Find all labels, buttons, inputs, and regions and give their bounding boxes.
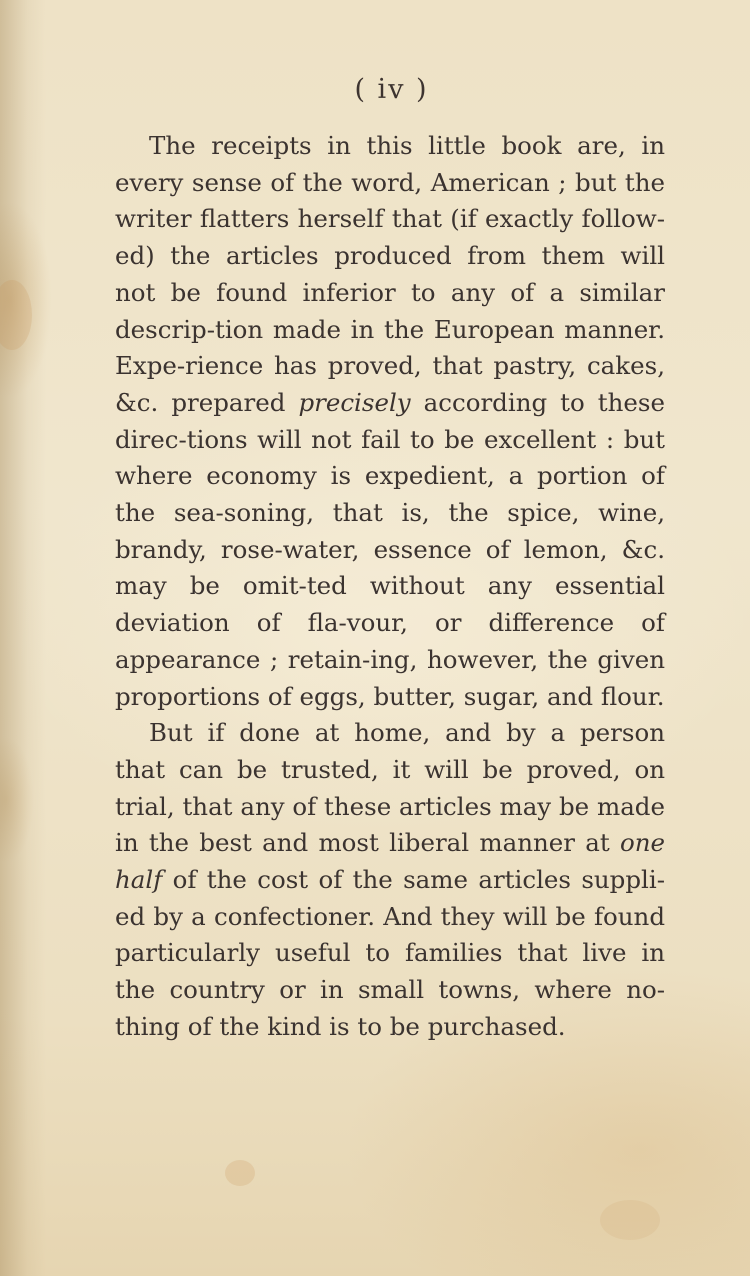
page-number: ( iv )	[354, 74, 429, 105]
paragraph-1-text-b: according to these direc-tions will not fail to be excellent : but where economy is expedient, a portion of the sea-soning, that is, the spice, wine, brandy, rose-water, essence of lemon, &c. may be omit-ted without any essential deviation of fla-vour, or difference of appearance ; retain-ing, however, the given proportions of eggs, butter, sugar, and flour.	[115, 387, 665, 711]
binding-shadow	[0, 0, 46, 1276]
paragraph-1	[115, 128, 665, 715]
paragraph-2-text-b: of the cost of the same articles suppli-ed by a confectioner. And they will be found particularly useful to families that live in the country or in small towns, where no-thing of the kind is to be purchased.	[115, 865, 665, 1041]
paragraph-2-emphasis: one half	[115, 828, 665, 895]
paragraph-2	[115, 715, 665, 1045]
paragraph-1-text-a: The receipts in this little book are, in every sense of the word, American ; but the writer flatters herself that (if exactly follow-ed) the articles produced from them will not be found inferior to any of a similar descrip-tion made in the European manner. Expe-rience has proved, that pastry, cakes, &c. prepared	[115, 131, 665, 417]
paper-stain	[600, 1200, 660, 1240]
body-text	[115, 128, 665, 1046]
paragraph-1-emphasis: precisely	[298, 387, 411, 417]
paragraph-2-text-a: But if done at home, and by a person that can be trusted, it will be proved, on trial, that any of these articles may be made in the best and most liberal manner at	[115, 718, 665, 858]
paper-stain	[225, 1160, 255, 1186]
